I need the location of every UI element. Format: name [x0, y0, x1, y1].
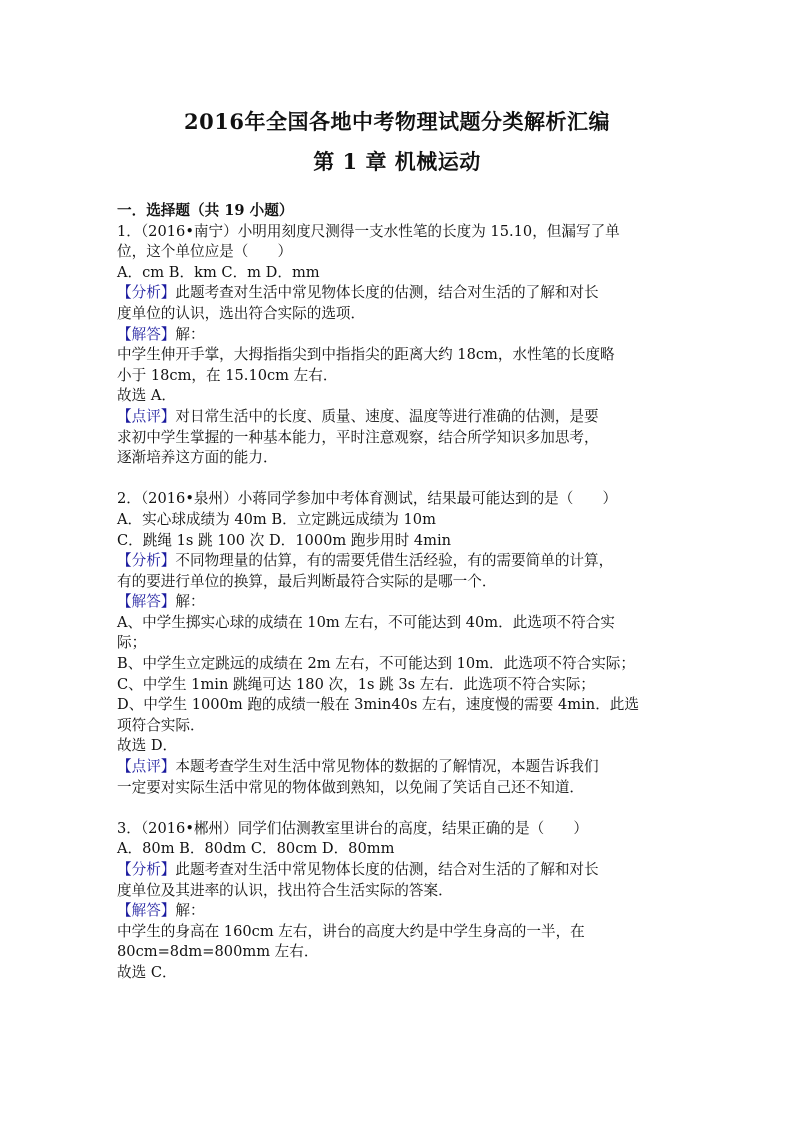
comment-tag: 【点评】	[117, 407, 176, 425]
answer-line: 小于 18cm，在 15.10cm 左右．	[117, 366, 338, 384]
analysis-tag: 【分析】	[117, 552, 176, 570]
analysis-tag: 【分析】	[117, 861, 176, 878]
answer-line: B、中学生立定跳远的成绩在 2m 左右，不可能达到 10m．此选项不符合实际；	[117, 655, 635, 673]
answer-line: 中学生伸开手掌，大拇指指尖到中指指尖的距离大约 18cm，水性笔的长度略	[117, 346, 615, 364]
answer-heading: 【解答】解：	[117, 902, 205, 920]
answer-tag: 【解答】	[117, 902, 176, 920]
answer-line: 项符合实际．	[117, 716, 205, 734]
question-stem-line: 3．（2016•郴州）同学们估测教室里讲台的高度，结果正确的是（ ）	[117, 819, 588, 837]
analysis-tag: 【分析】	[117, 284, 176, 302]
answer-line: D、中学生 1000m 跑的成绩一般在 3min40s 左右，速度慢的需要 4min．此选	[117, 696, 639, 714]
comment-line: 求初中学生掌握的一种基本能力，平时注意观察，结合所学知识多加思考，	[117, 428, 599, 446]
question-stem-line: 1．（2016•南宁）小明用刻度尺测得一支水性笔的长度为 15.10，但漏写了单	[117, 222, 620, 240]
answer-tag: 【解答】	[117, 325, 176, 343]
question-stem-line: 2．（2016•泉州）小蒋同学参加中考体育测试，结果最可能达到的是（ ）	[117, 490, 618, 508]
spacer	[117, 469, 679, 490]
answer-line: 中学生的身高在 160cm 左右，讲台的高度大约是中学生身高的一半，在	[117, 922, 585, 940]
document-title: 2016年全国各地中考物理试题分类解析汇编	[184, 109, 610, 134]
question-1	[117, 222, 679, 469]
question-2	[117, 489, 679, 798]
question-options: A．实心球成绩为 40m B．立定跳远成绩为 10m	[117, 510, 436, 528]
question-options: C．跳绳 1s 跳 100 次 D．1000m 跑步用时 4min	[117, 531, 452, 549]
comment-line: 一定要对实际生活中常见的物体做到熟知，以免闹了笑话自己还不知道．	[117, 778, 585, 796]
answer-heading: 【解答】解：	[117, 593, 205, 611]
answer-line: A、中学生掷实心球的成绩在 10m 左右，不可能达到 40m．此选项不符合实	[117, 613, 615, 631]
answer-tag: 【解答】	[117, 593, 176, 611]
section-heading: 一．选择题（共 19 小题）	[117, 202, 294, 219]
analysis-line: 【分析】此题考查对生活中常见物体长度的估测，结合对生活的了解和对长	[117, 861, 599, 878]
analysis-line: 度单位及其进率的认识，找出符合生活实际的答案．	[117, 881, 453, 899]
question-stem-line: 位，这个单位应是（ ）	[117, 243, 293, 261]
answer-line: 故选 A．	[117, 387, 176, 405]
answer-line: C、中学生 1min 跳绳可达 180 次，1s 跳 3s 左右．此选项不符合实际；	[117, 675, 595, 693]
chapter-title: 第 1 章 机械运动	[313, 149, 481, 174]
answer-heading: 【解答】解：	[117, 325, 205, 343]
question-3	[117, 819, 679, 984]
question-options: A．cm B．km C．m D．mm	[117, 263, 320, 281]
answer-line: 故选 D．	[117, 737, 178, 755]
question-options: A．80m B．80dm C．80cm D．80mm	[117, 840, 395, 858]
comment-line: 【点评】对日常生活中的长度、质量、速度、温度等进行准确的估测，是要	[117, 407, 599, 425]
comment-line: 逐渐培养这方面的能力．	[117, 449, 278, 467]
answer-line: 80cm=8dm=800mm 左右．	[117, 943, 319, 961]
comment-line: 【点评】本题考查学生对生活中常见物体的数据的了解情况，本题告诉我们	[117, 758, 599, 776]
document-body	[117, 201, 679, 984]
spacer	[117, 798, 679, 819]
answer-line: 际；	[117, 634, 147, 652]
analysis-line: 度单位的认识，选出符合实际的选项．	[117, 304, 366, 322]
analysis-line: 【分析】不同物理量的估算，有的需要凭借生活经验，有的需要简单的计算，	[117, 552, 614, 570]
analysis-line: 有的要进行单位的换算，最后判断最符合实际的是哪一个．	[117, 572, 497, 590]
analysis-line: 【分析】此题考查对生活中常见物体长度的估测，结合对生活的了解和对长	[117, 284, 599, 302]
answer-line: 故选 C．	[117, 963, 177, 981]
comment-tag: 【点评】	[117, 758, 176, 776]
